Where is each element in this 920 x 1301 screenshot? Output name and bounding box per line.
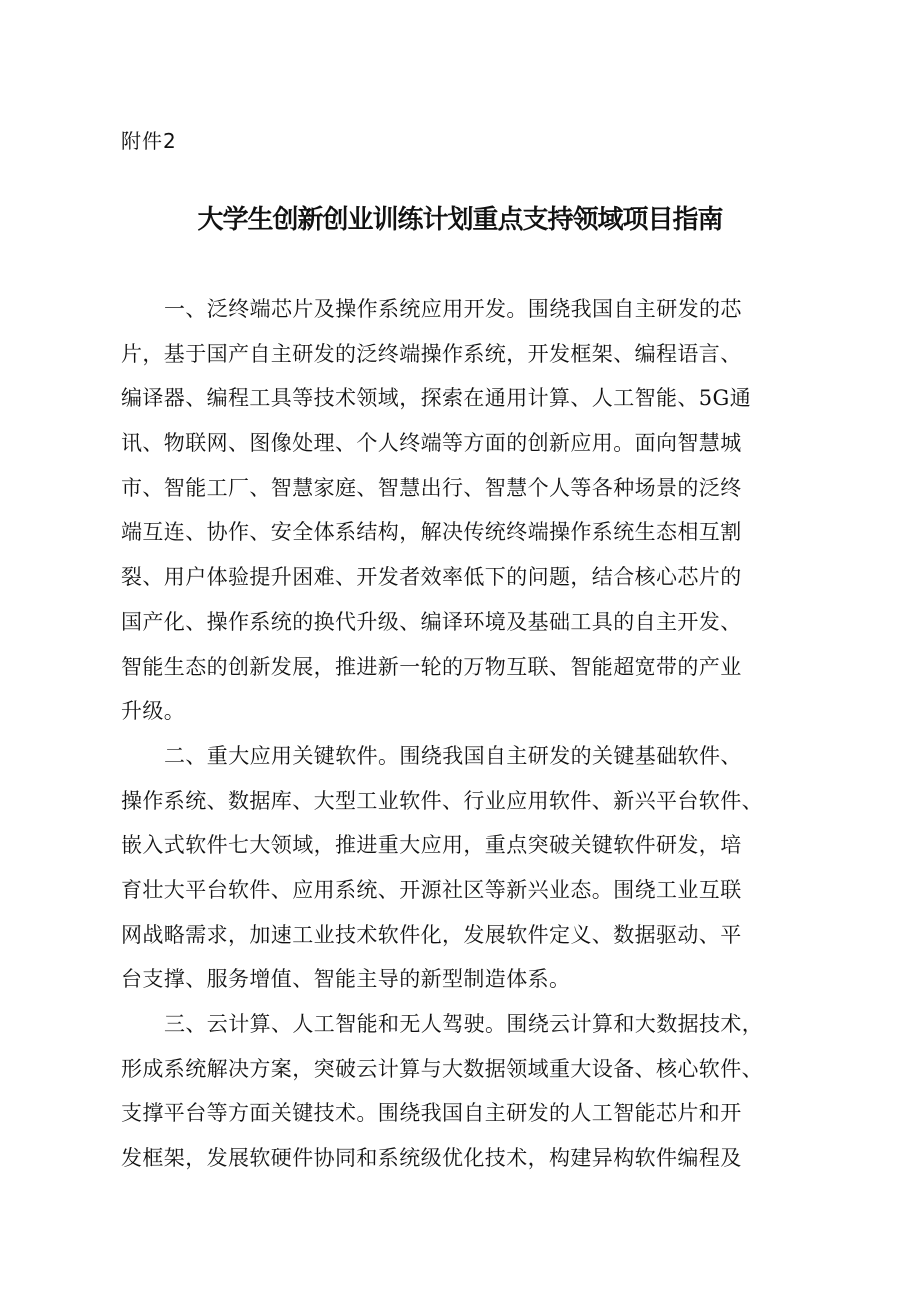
paragraph-line: 形成系统解决方案，突破云计算与大数据领域重大设备、核心软件、: [121, 1056, 763, 1081]
paragraph-line: 台支撑、服务增值、智能主导的新型制造体系。: [121, 967, 571, 992]
paragraph-line: 发框架，发展软硬件协同和系统级优化技术，构建异构软件编程及: [121, 1146, 742, 1171]
paragraph-line: 市、智能工厂、智慧家庭、智慧出行、智慧个人等各种场景的泛终: [121, 475, 742, 500]
paragraph-line: 国产化、操作系统的换代升级、编译环境及基础工具的自主开发、: [121, 609, 742, 634]
paragraph-line: 裂、用户体验提升困难、开发者效率低下的问题，结合核心芯片的: [121, 565, 742, 590]
paragraph-line: 支撑平台等方面关键技术。围绕我国自主研发的人工智能芯片和开: [121, 1101, 742, 1126]
paragraph-line: 三、云计算、人工智能和无人驾驶。围绕云计算和大数据技术，: [164, 1012, 764, 1036]
paragraph-line: 升级。: [121, 699, 186, 724]
paragraph-line: 网战略需求，加速工业技术软件化，发展软件定义、数据驱动、平: [121, 922, 742, 947]
paragraph-line: 二、重大应用关键软件。围绕我国自主研发的关键基础软件、: [164, 743, 742, 768]
paragraph-line: 片，基于国产自主研发的泛终端操作系统，开发框架、编程语言、: [121, 341, 742, 366]
paragraph-1: [121, 287, 811, 734]
paragraph-line: 端互连、协作、安全体系结构，解决传统终端操作系统生态相互割: [121, 520, 742, 545]
paragraph-line: 嵌入式软件七大领域，推进重大应用，重点突破关键软件研发，培: [121, 833, 742, 858]
attachment-label: 附件2: [121, 129, 177, 153]
paragraph-line: 智能生态的创新发展，推进新一轮的万物互联、智能超宽带的产业: [121, 654, 742, 679]
paragraph-3: [121, 1002, 811, 1181]
paragraph-2: [121, 734, 811, 1002]
paragraph-line: 编译器、编程工具等技术领域，探索在通用计算、人工智能、5G通: [121, 386, 752, 411]
body-text: [121, 287, 811, 1181]
paragraph-line: 讯、物联网、图像处理、个人终端等方面的创新应用。面向智慧城: [121, 431, 742, 456]
page-title: 大学生创新创业训练计划重点支持领域项目指南: [197, 205, 723, 235]
paragraph-line: 操作系统、数据库、大型工业软件、行业应用软件、新兴平台软件、: [121, 788, 763, 813]
paragraph-line: 一、泛终端芯片及操作系统应用开发。围绕我国自主研发的芯: [164, 297, 742, 321]
paragraph-line: 育壮大平台软件、应用系统、开源社区等新兴业态。围绕工业互联: [121, 877, 742, 902]
